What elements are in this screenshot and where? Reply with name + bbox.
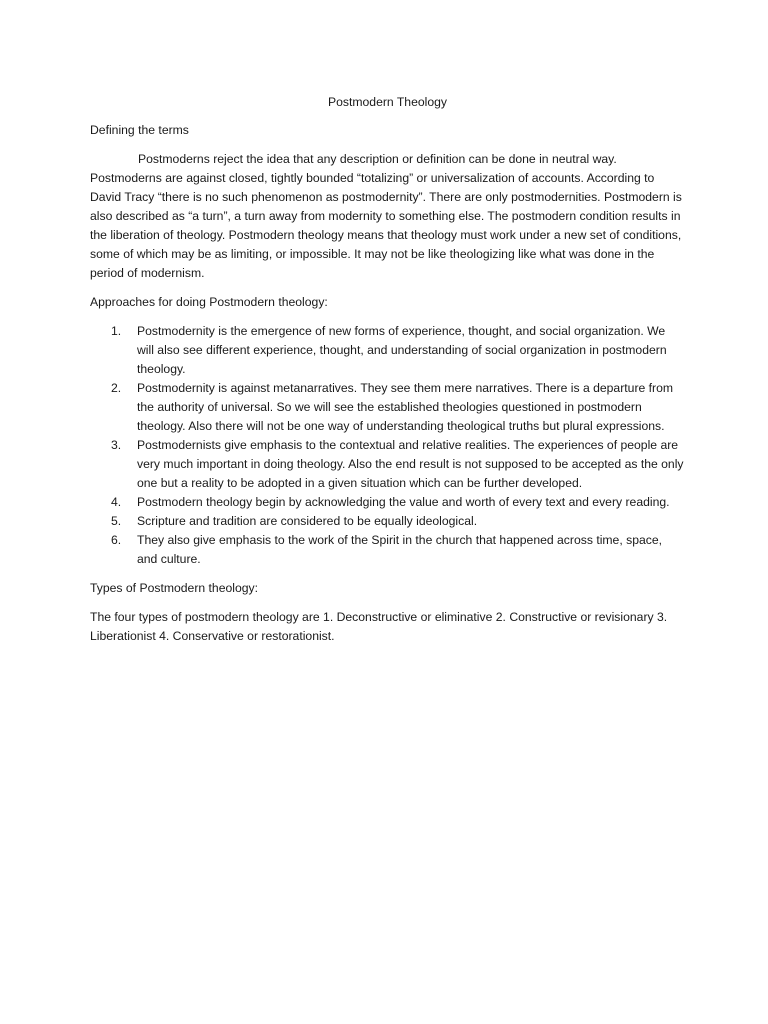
list-item	[90, 493, 685, 512]
types-paragraph: The four types of postmodern theology are 1. Deconstructive or eliminative 2. Constructive or revisionary 3. Liberationist 4. Conservative or restorationist.	[90, 610, 668, 643]
list-item-text: Scripture and tradition are considered to be equally ideological.	[137, 514, 478, 528]
list-item-number: 6.	[111, 533, 122, 547]
section-heading-types: Types of Postmodern theology:	[90, 581, 259, 595]
document-body	[90, 93, 685, 656]
list-item-text: They also give emphasis to the work of the Spirit in the church that happened across time, space, and culture.	[137, 533, 663, 566]
document-title: Postmodern Theology	[327, 95, 447, 109]
list-item	[90, 531, 685, 569]
list-item-number: 3.	[111, 438, 122, 452]
definition-paragraph: Postmoderns reject the idea that any description or definition can be done in neutral way. Postmoderns are against closed, tightly bounded “totalizing” or universalization of accounts. According to David Tracy “there is no such phenomenon as postmodernity”. There are only postmodernities. Postmodern is also described as “a turn”, a turn away from modernity to something else. The postmodern condition results in the liberation of theology. Postmodern theology means that theology must work under a new set of conditions, some of which may be as limiting, or impossible. It may not be like theologizing like what was done in the period of modernism.	[90, 152, 682, 280]
list-item-number: 4.	[111, 495, 122, 509]
list-item-text: Postmodernists give emphasis to the contextual and relative realities. The experiences of people are very much important in doing theology. Also the end result is not supposed to be accepted as the only one but a reality to be adopted in a given situation which can be further developed.	[137, 438, 684, 490]
list-item-text: Postmodernity is against metanarratives. They see them mere narratives. There is a departure from the authority of universal. So we will see the established theologies questioned in postmodern theology. Also there will not be one way of understanding theological truths but plural expressions.	[137, 381, 674, 433]
list-item-text: Postmodern theology begin by acknowledging the value and worth of every text and every reading.	[137, 495, 670, 509]
section-heading-defining-terms: Defining the terms	[90, 123, 189, 137]
list-item-number: 5.	[111, 514, 122, 528]
list-item	[90, 512, 685, 531]
list-item-number: 2.	[111, 381, 122, 395]
list-item	[90, 322, 685, 379]
list-item-number: 1.	[111, 324, 122, 338]
approaches-list	[90, 322, 685, 569]
list-item-text: Postmodernity is the emergence of new forms of experience, thought, and social organization. We will also see different experience, thought, and understanding of social organization in postmodern theology.	[137, 324, 667, 376]
section-heading-approaches: Approaches for doing Postmodern theology:	[90, 295, 328, 309]
list-item	[90, 379, 685, 436]
list-item	[90, 436, 685, 493]
